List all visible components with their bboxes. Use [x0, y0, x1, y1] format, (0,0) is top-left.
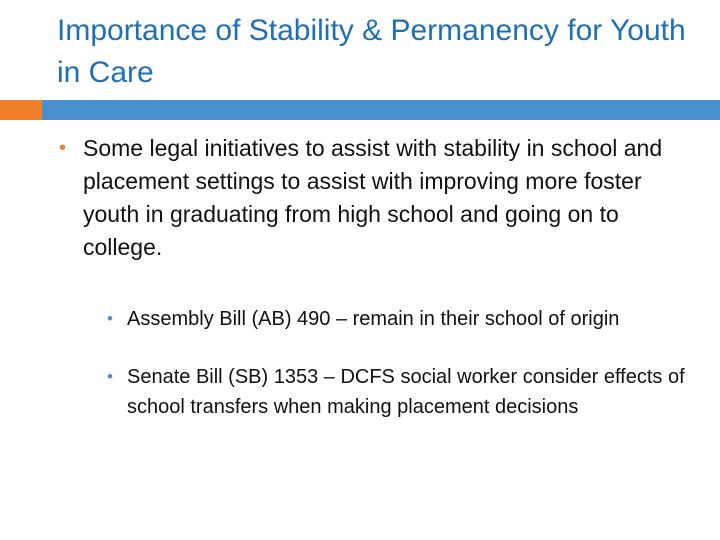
- sub-bullet-text: Assembly Bill (AB) 490 – remain in their school of origin: [127, 308, 620, 330]
- slide-title: Importance of Stability & Permanency for Youth in Care: [57, 14, 686, 89]
- sub-bullet-item: [105, 304, 687, 334]
- sub-bullet-item: [105, 362, 687, 422]
- slide-body: [57, 132, 687, 450]
- accent-bar-blue: [42, 100, 720, 120]
- accent-bar-orange: [0, 100, 42, 120]
- bullet-dot-icon: •: [59, 137, 67, 159]
- sub-bullet-text: Senate Bill (SB) 1353 – DCFS social worker consider effects of school transfers when making placement decisions: [127, 366, 685, 418]
- bullet-dot-icon: •: [107, 309, 113, 328]
- bullet-dot-icon: •: [107, 367, 113, 386]
- main-bullet-text: Some legal initiatives to assist with stability in school and placement settings to assist with improving more foster youth in graduating from high school and going on to college.: [83, 135, 663, 260]
- sub-bullet-list: [105, 304, 687, 422]
- main-bullet-item: [57, 132, 687, 264]
